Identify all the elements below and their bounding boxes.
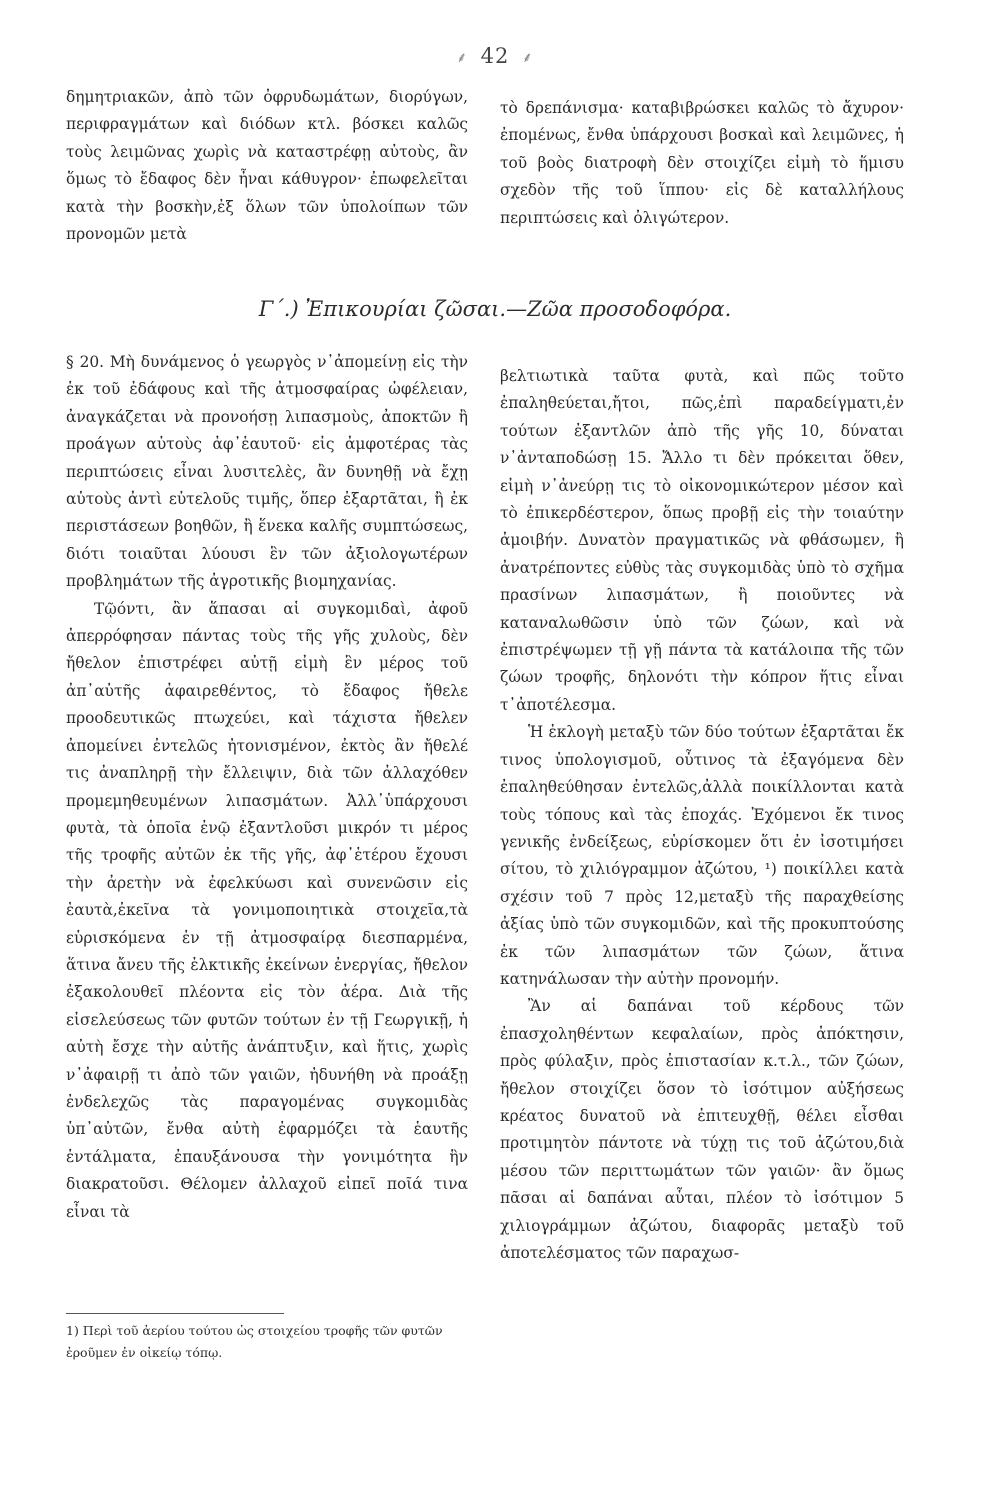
paragraph: Ἡ ἐκλογὴ μεταξὺ τῶν δύο τούτων ἐξαρτᾶται ἔκ τινος ὑπολογισμοῦ, οὗτινος τὰ ἐξαγόμενα δὲν ἐπαληθεύθησαν ἐντελῶς,ἀλλὰ ποικίλλονται κατὰ τοὺς τόπους καὶ τὰς ἐποχάς. Ἐχόμενοι ἔκ τινος γενικῆς ἐνδείξεως, εὑρίσκομεν ὅτι ἐν ἰσοτιμήσει σίτου, τὸ χιλιόγραμμον ἀζώτου, ¹) ποικίλλει κατὰ σχέσιν τοῦ 7 πρὸς 12,μεταξὺ τῆς παραχθείσης ἀξίας ὑπὸ τῶν συγκομιδῶν, καὶ τῆς προκυπτούσης ἐκ τῶν λιπασμάτων τῶν ζώων, ἅτινα κατηνάλωσαν τὴν αὐτὴν προνομήν. — [500, 723, 904, 988]
section-heading: Γ΄.) Ἐπικουρίαι ζῶσαι.—Ζῶα προσοδοφόρα. — [258, 297, 732, 321]
ornament-left-icon: ⸙ — [456, 50, 468, 66]
left-column — [66, 349, 468, 1226]
paragraph: Τῷόντι, ἂν ἅπασαι αἱ συγκομιδαὶ, ἀφοῦ ἀπερρόφησαν πάντας τοὺς τῆς γῆς χυλοὺς, δὲν ἤθελον ἐπιστρέφει αὐτῇ εἰμὴ ἓν μέρος τοῦ ἀπ᾽αὐτῆς ἀφαιρεθέντος, τὸ ἔδαφος ἤθελε προοδευτικῶς πτωχεύει, καὶ τάχιστα ἤθελεν ἀπομείνει ἐντελῶς ἠτονισμένον, ἐκτὸς ἂν ἤθελέ τις ἀναπληρῇ τὴν ἔλλειψιν, διὰ τῶν ἀλλαχόθεν προμεμηθευμένων λιπασμάτων. Ἀλλ᾽ὑπάρχουσι φυτὰ, τὰ ὁποῖα ἐνῷ ἐξαντλοῦσι μικρόν τι μέρος τῆς τροφῆς αὐτῶν ἐκ τῆς γῆς, ἀφ᾽ἑτέρου ἔχουσι τὴν ἀρετὴν νὰ ἐφελκύωσι καὶ συνενῶσιν εἰς ἑαυτὰ,ἐκεῖνα τὰ γονιμοποιητικὰ στοιχεῖα,τὰ εὑρισκόμενα ἐν τῇ ἀτμοσφαίρᾳ διεσπαρμένα, ἅτινα ἄνευ τῆς ἑλκτικῆς ἐκείνων ἐνεργίας, ἤθελον ἐξακολουθεῖ πλέοντα εἰς τὸν ἀέρα. Διὰ τῆς εἰσελεύσεως τῶν φυτῶν τούτων ἐν τῇ Γεωργικῇ, ἡ αὐτὴ ἔσχε τὴν αὐτῆς ἀνάπτυξιν, καὶ ἥτις, χωρὶς ν᾽ἀφαιρῇ τι ἀπὸ τῶν γαιῶν, ἠδυνήθη νὰ προάξῃ ἐνδελεχῶς τὰς παραγομένας συγκομιδὰς ὑπ᾽αὐτῶν, ἔνθα αὐτὴ ἐφαρμόζει τὰ ἑαυτῆς ἐντάλματα, ἐπαυξάνουσα τὴν γονιμότητα ἣν διακρατοῦσι. Θέλομεν ἀλλαχοῦ εἰπεῖ ποῖά τινα εἶναι τὰ — [66, 599, 468, 1221]
footnote — [66, 1320, 470, 1364]
top-left-paragraph — [66, 84, 468, 248]
footnote-rule — [66, 1313, 284, 1314]
page-number: 42 — [480, 44, 510, 68]
paragraph: Ἂν αἱ δαπάναι τοῦ κέρδους τῶν ἐπασχοληθέντων κεφαλαίων, πρὸς ἀπόκτησιν, πρὸς φύλαξιν, πρὸς ἐπιστασίαν κ.τ.λ., τῶν ζώων, ἤθελον στοιχίζει ὅσον τὸ ἰσότιμον αὐξήσεως κρέατος δυνατοῦ νὰ ἐπιτευχθῇ, θέλει εἶσθαι προτιμητὸν πάντοτε νὰ τύχῃ τις τοῦ ἀζώτου,διὰ μέσου τῶν περιττωμάτων τῶν γαιῶν· ἂν ὅμως πᾶσαι αἱ δαπάναι αὗται, πλέον τὸ ἰσότιμον 5 χιλιογράμμων ἀζώτου, διαφορᾶς μεταξὺ τοῦ ἀποτελέσματος τῶν παραχωσ- — [500, 997, 904, 1262]
footnote-text: 1) Περὶ τοῦ ἀερίου τούτου ὡς στοιχείου τροφῆς τῶν φυτῶν ἐροῦμεν ἐν οἰκείῳ τόπῳ. — [66, 1323, 443, 1360]
right-column — [500, 363, 904, 1267]
paragraph: § 20. Μὴ δυνάμενος ὁ γεωργὸς ν᾽ἀπομείνῃ εἰς τὴν ἐκ τοῦ ἐδάφους καὶ τῆς ἀτμοσφαίρας ὠφέλειαν, ἀναγκάζεται νὰ προνοήσῃ λιπασμοὺς, ἀποκτῶν ἢ προάγων αὐτοὺς ἀφ᾽ἑαυτοῦ· εἰς ἀμφοτέρας τὰς περιπτώσεις εἶναι λυσιτελὲς, ἂν δυνηθῇ νὰ ἔχῃ αὐτοὺς ἀντὶ εὐτελοῦς τιμῆς, ὅπερ ἐξαρτᾶται, ἢ ἐκ περιστάσεων βοηθῶν, ἢ ἕνεκα καλῆς συμπτώσεως, διότι τοιαῦται λύουσι ἓν τῶν ἀξιολογωτέρων προβλημάτων τῆς ἀγροτικῆς βιομηχανίας. — [66, 353, 468, 591]
paragraph: δημητριακῶν, ἀπὸ τῶν ὀφρυδωμάτων, διορύγων, περιφραγμάτων καὶ διόδων κτλ. βόσκει καλῶς τοὺς λειμῶνας χωρὶς νὰ καταστρέφῃ αὐτοὺς, ἂν ὅμως τὸ ἔδαφος δὲν ἦναι κάθυγρον· ἐπωφελεῖται κατὰ τὴν βοσκὴν,ἐξ ὅλων τῶν ὑπολοίπων τῶν προνομῶν μετὰ — [66, 88, 468, 244]
ornament-right-icon: ⸙ — [522, 50, 534, 66]
paragraph: βελτιωτικὰ ταῦτα φυτὰ, καὶ πῶς τοῦτο ἐπαληθεύεται,ἤτοι, πῶς,ἐπὶ παραδείγματι,ἐν τούτων ἐξαντλῶν ἀπὸ τῆς γῆς 10, δύναται ν᾽ἀνταποδώσῃ 15. Ἄλλο τι δὲν πρόκειται ὅθεν, εἰμὴ ν᾽ἀνεύρῃ τις τὸ οἰκονομικώτερον μέσον καὶ τὸ ἐπικερδέστερον, ὅπως προβῇ εἰς τὴν τοιαύτην ἀμοιβήν. Δυνατὸν πραγματικῶς νὰ φθάσωμεν, ἢ ἀνατρέποντες εὐθὺς τὰς συγκομιδὰς ὑπὸ τὸ σχῆμα πρασίνων λιπασμάτων, ἢ ποιοῦντες νὰ καταναλωθῶσιν ὑπὸ τῶν ζώων, καὶ νὰ ἐπιστρέψωμεν τῇ γῇ πάντα τὰ κατάλοιπα τῆς τῶν ζώων τροφῆς, δηλονότι τὴν κόπρον ἥτις εἶναι τ᾽ἀποτέλεσμα. — [500, 367, 904, 714]
top-right-paragraph — [500, 95, 904, 232]
page-number-line — [0, 44, 990, 68]
paragraph: τὸ δρεπάνισμα· καταβιβρώσκει καλῶς τὸ ἄχυρον· ἐπομένως, ἔνθα ὑπάρχουσι βοσκαὶ καὶ λειμῶνες, ἡ τοῦ βοὸς διατροφὴ δὲν στοιχίζει εἰμὴ τὸ ἥμισυ σχεδὸν τῆς τοῦ ἵππου· εἰς δὲ καταλλήλους περιπτώσεις καὶ ὀλιγώτερον. — [500, 99, 904, 227]
